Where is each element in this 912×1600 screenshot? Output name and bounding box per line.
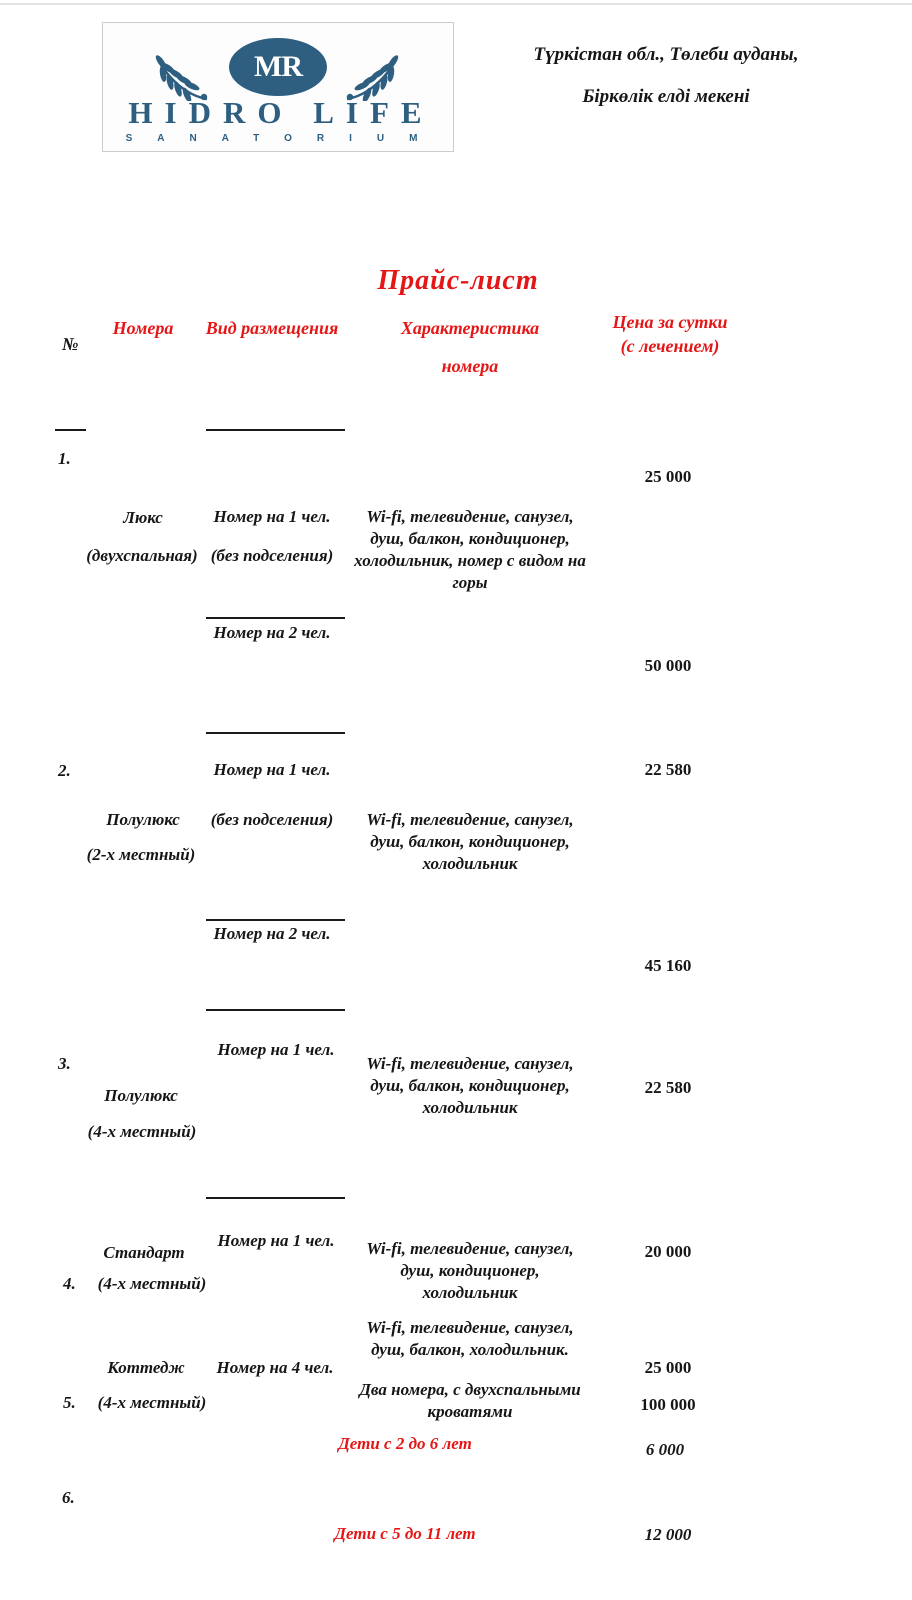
row6-children-price-1: 6 000 <box>645 1440 685 1459</box>
row1-characteristic-line: горы <box>452 573 488 592</box>
row1-characteristic-line: холодильник, номер с видом на <box>354 551 586 570</box>
row2-price-option1: 22 580 <box>644 760 692 779</box>
row4-room-name: Стандарт <box>103 1243 185 1262</box>
address-line-2: Біркөлік елді мекені <box>582 86 750 107</box>
row1-characteristic-line: душ, балкон, кондиционер, <box>370 529 570 548</box>
col-header-characteristic-line1: Характеристика <box>400 318 540 338</box>
logo-oval <box>229 38 327 96</box>
row2-characteristic-line: холодильник <box>422 854 518 873</box>
divider-placement-2 <box>206 617 345 619</box>
row1-characteristic-line: Wi-fi, телевидение, санузел, <box>366 507 574 526</box>
row3-characteristic-line: холодильник <box>422 1098 518 1117</box>
row1-placement-option2: Номер на 2 чел. <box>213 623 331 642</box>
page-top-rule <box>0 3 912 5</box>
divider-placement-4 <box>206 919 345 921</box>
row6-children-label-1: Дети с 2 до 6 лет <box>338 1434 472 1453</box>
row4-characteristic-line: холодильник <box>422 1283 518 1302</box>
logo-monogram: MR <box>254 50 302 83</box>
row4-placement-option1: Номер на 1 чел. <box>217 1231 335 1250</box>
row5-extra-line: кроватями <box>427 1402 513 1421</box>
row1-price-option2: 50 000 <box>644 656 692 675</box>
row2-room-type: (2-х местный) <box>86 845 196 864</box>
row3-room-type: (4-х местный) <box>87 1122 197 1141</box>
laurel-branch-right-icon <box>343 53 403 101</box>
col-header-price-line2: (с лечением) <box>620 336 720 356</box>
divider-number-col <box>55 429 86 431</box>
row3-characteristic-line: Wi-fi, телевидение, санузел, <box>366 1054 574 1073</box>
divider-placement-1 <box>206 429 345 431</box>
row2-placement-option1-note: (без подселения) <box>210 810 334 829</box>
row2-placement-option1: Номер на 1 чел. <box>213 760 331 779</box>
divider-placement-6 <box>206 1197 345 1199</box>
row3-number: 3. <box>58 1054 71 1073</box>
row2-characteristic-line: Wi-fi, телевидение, санузел, <box>366 810 574 829</box>
row5-characteristic-line: душ, балкон, холодильник. <box>371 1340 569 1359</box>
row2-characteristic-line: душ, балкон, кондиционер, <box>370 832 570 851</box>
row3-placement-option1: Номер на 1 чел. <box>217 1040 335 1059</box>
row1-room-type: (двухспальная) <box>86 546 198 565</box>
row5-price-extra: 100 000 <box>640 1395 696 1414</box>
address-line-1: Түркістан обл., Төлеби ауданы, <box>533 44 799 65</box>
row5-room-type: (4-х местный) <box>97 1393 207 1412</box>
row1-price-option1: 25 000 <box>644 467 692 486</box>
divider-placement-3 <box>206 732 345 734</box>
row6-children-price-2: 12 000 <box>644 1525 692 1544</box>
row6-number: 6. <box>62 1488 75 1507</box>
row1-placement-option1: Номер на 1 чел. <box>213 507 331 526</box>
row6-children-label-2: Дети с 5 до 11 лет <box>334 1524 476 1543</box>
row3-room-name: Полулюкс <box>104 1086 178 1105</box>
col-header-price-line1: Цена за сутки <box>612 312 728 332</box>
row4-price-option1: 20 000 <box>644 1242 692 1261</box>
row3-characteristic-line: душ, балкон, кондиционер, <box>370 1076 570 1095</box>
row3-price-option1: 22 580 <box>644 1078 692 1097</box>
logo-brand-name: HIDRO LIFE <box>128 95 434 130</box>
row1-placement-option1-note: (без подселения) <box>210 546 334 565</box>
row4-room-type: (4-х местный) <box>97 1274 207 1293</box>
sanatorium-logo <box>102 22 454 152</box>
row5-room-name: Коттедж <box>107 1358 185 1377</box>
row5-characteristic-line: Wi-fi, телевидение, санузел, <box>366 1318 574 1337</box>
col-header-number: № <box>62 334 79 354</box>
row2-price-option2: 45 160 <box>644 956 692 975</box>
row5-placement-option1: Номер на 4 чел. <box>216 1358 334 1377</box>
col-header-rooms: Номера <box>112 318 174 338</box>
row5-extra-line: Два номера, с двухспальными <box>359 1380 581 1399</box>
row4-number: 4. <box>63 1274 76 1293</box>
row1-number: 1. <box>58 449 71 468</box>
row2-number: 2. <box>58 761 71 780</box>
row2-placement-option2: Номер на 2 чел. <box>213 924 331 943</box>
row5-number: 5. <box>63 1393 76 1412</box>
row4-characteristic-line: Wi-fi, телевидение, санузел, <box>366 1239 574 1258</box>
row5-price-option1: 25 000 <box>644 1358 692 1377</box>
row1-room-name: Люкс <box>123 508 163 527</box>
logo-subtitle: SANATORIUM <box>125 133 443 144</box>
page-title: Прайс-лист <box>377 265 539 296</box>
col-header-characteristic-line2: номера <box>441 356 499 376</box>
row4-characteristic-line: душ, кондиционер, <box>400 1261 540 1280</box>
row2-room-name: Полулюкс <box>106 810 180 829</box>
laurel-branch-left-icon <box>151 53 211 101</box>
divider-placement-5 <box>206 1009 345 1011</box>
col-header-placement: Вид размещения <box>205 318 339 338</box>
